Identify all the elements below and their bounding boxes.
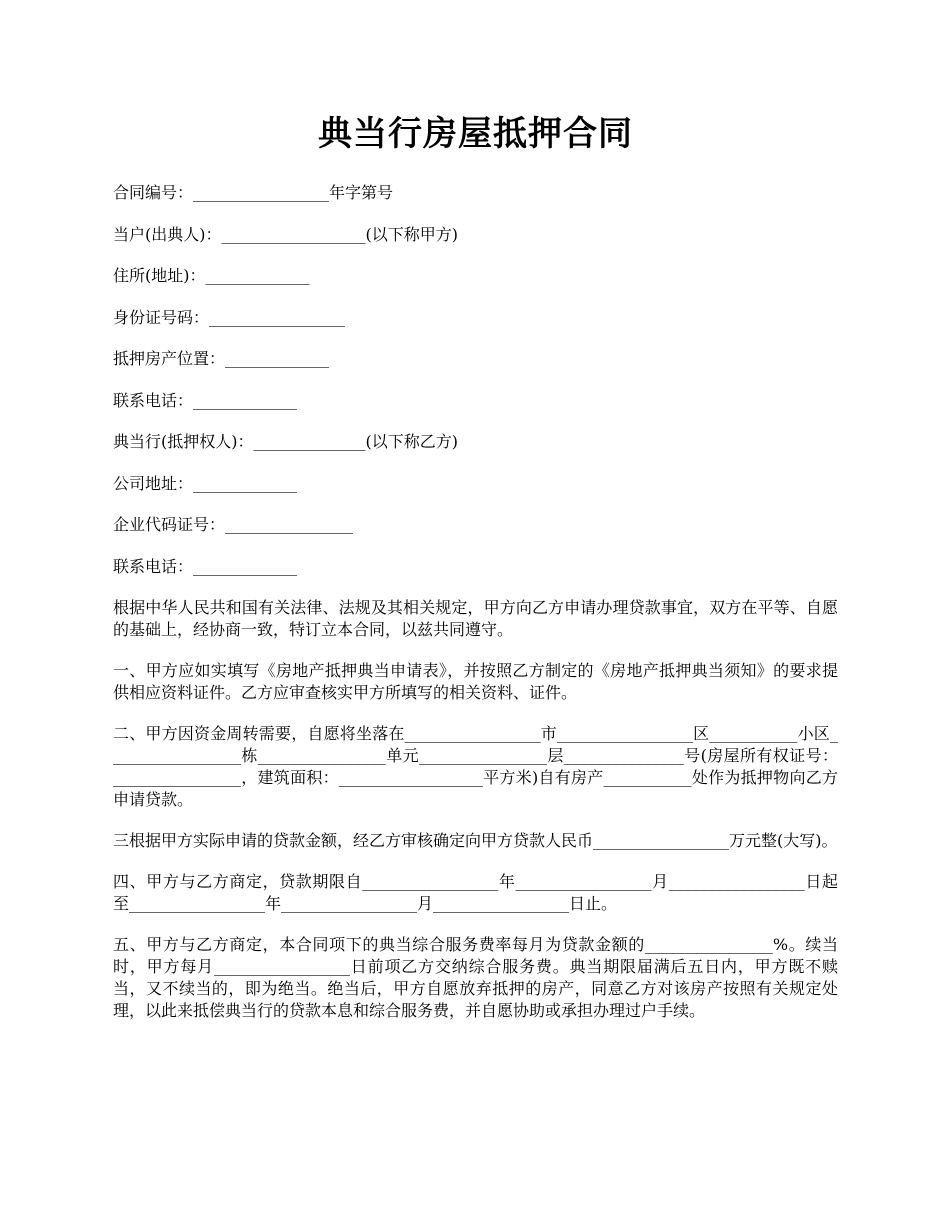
enterprise-code-field: 企业代码证号：________________: [113, 515, 354, 534]
preamble-paragraph: 根据中华人民共和国有关法律、法规及其相关规定，甲方向乙方申请办理贷款事宜，双方在平等、自愿的基础上，经协商一致，特订立本合同，以兹共同遵守。: [113, 598, 838, 639]
clause-4-paragraph: 四、甲方与乙方商定，贷款期限自_________________年_________________月_________________日起至_________________年_________________月_________________日止。: [113, 872, 838, 913]
clause-3-paragraph: 三根据甲方实际申请的贷款金额，经乙方审核确定向甲方贷款人民币_________________万元整(大写)。: [113, 831, 838, 850]
document-title: 典当行房屋抵押合同: [318, 114, 633, 154]
id-number-field: 身份证号码：_________________: [113, 307, 346, 327]
clause-5-paragraph: 五、甲方与乙方商定，本合同项下的典当综合服务费率每月为贷款金额的________________%。续当时，甲方每月_________________日前项乙方交纳综合服务费。典当期限届满后五日内，甲方既不赎当，又不续当的，即为绝当。绝当后，甲方自愿放弃抵押的房产，同意乙方对该房产按照有关规定处理，以此来抵偿典当行的贷款本息和综合服务费，并自愿协助或承担办理过户手续。: [113, 935, 838, 1020]
clause-2-paragraph: 二、甲方因资金周转需要，自愿将坐落在_________________市_________________区___________小区_________________栋________________单元________________层_______________号(房屋所有权证号：________________，建筑面积：__________________平方米)自有房产___________处作为抵押物向乙方申请贷款。: [113, 724, 838, 809]
contract-number-field: 合同编号：_________________年字第号: [113, 183, 394, 202]
clause-1-paragraph: 一、甲方应如实填写《房地产抵押典当申请表》，并按照乙方制定的《房地产抵押典当须知》的要求提供相应资料证件。乙方应审查核实甲方所填写的相关资料、证件。: [113, 661, 838, 702]
pawner-phone-field: 联系电话：_____________: [113, 390, 298, 410]
pawner-address-field: 住所(地址)：_____________: [113, 266, 310, 285]
property-location-field: 抵押房产位置：_____________: [113, 349, 330, 368]
pawnshop-name-field: 典当行(抵押权人)：______________(以下称乙方): [113, 432, 458, 451]
pawner-name-field: 当户(出典人)：__________________(以下称甲方): [113, 224, 458, 244]
pawnshop-phone-field: 联系电话：_____________: [113, 556, 298, 576]
company-address-field: 公司地址：_____________: [113, 473, 298, 493]
